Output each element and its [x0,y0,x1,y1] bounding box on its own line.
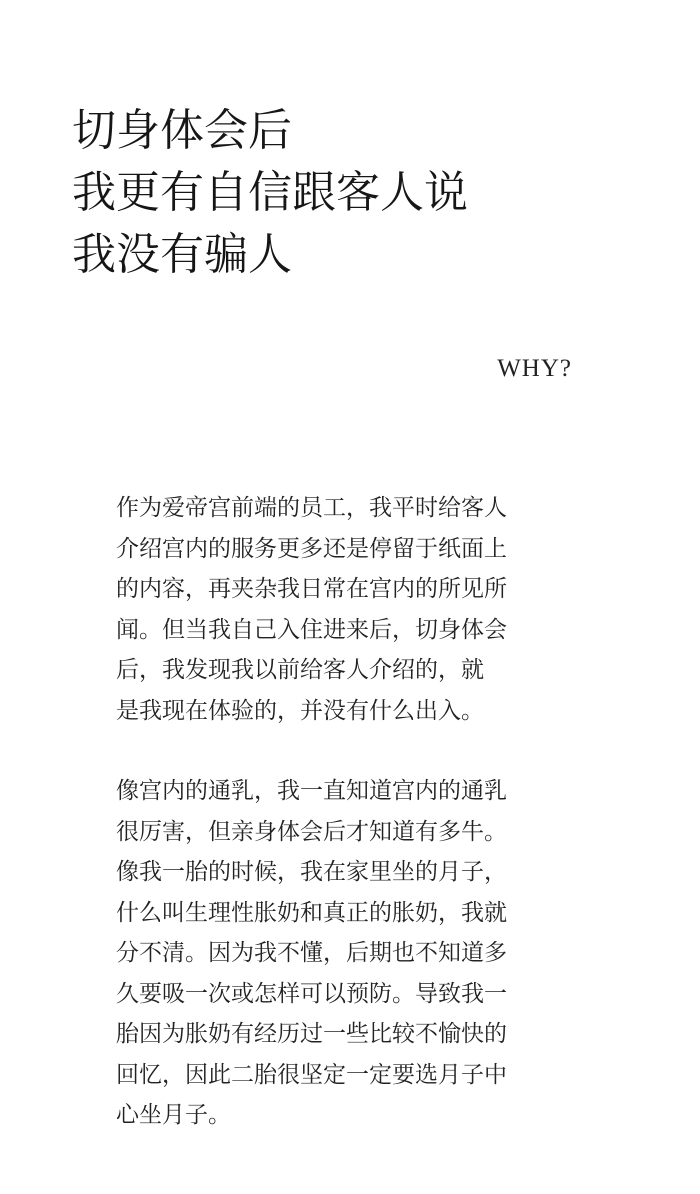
headline-line: 我没有骗人 [72,229,292,280]
paragraph-line: 很厉害，但亲身体会后才知道有多牛。 [116,818,507,845]
page-headline [72,100,468,286]
paragraph-line: 介绍宫内的服务更多还是停留于纸面上 [116,535,507,562]
paragraph-line: 作为爱帝宫前端的员工，我平时给客人 [116,495,507,521]
paragraph-line: 心坐月子。 [116,1102,231,1128]
paragraph-line: 什么叫生理性胀奶和真正的胀奶，我就 [116,899,507,926]
paragraph-line: 胎因为胀奶有经历过一些比较不愉快的 [116,1021,507,1047]
paragraph-line: 像我一胎的时候，我在家里坐的月子， [116,859,507,885]
paragraph-line: 的内容，再夹杂我日常在宫内的所见所 [116,576,507,602]
paragraph-line: 分不清。因为我不懂，后期也不知道多 [116,940,507,966]
paragraph-line: 后，我发现我以前给客人介绍的，就 [116,657,484,683]
headline-line: 切身体会后 [72,105,292,156]
paragraph-line: 久要吸一次或怎样可以预防。导致我一 [116,980,507,1007]
paragraph-line: 像宫内的通乳，我一直知道宫内的通乳 [116,778,507,804]
article-body [116,488,576,1136]
headline-line: 我更有自信跟客人说 [72,167,468,218]
paragraph-1 [116,488,576,731]
paragraph-line: 是我现在体验的，并没有什么出入。 [116,697,484,724]
paragraph-line: 回忆，因此二胎很坚定一定要选月子中 [116,1061,507,1088]
paragraph-2 [116,771,576,1136]
why-subheading: WHY? [497,355,572,382]
paragraph-line: 闻。但当我自己入住进来后，切身体会 [116,616,507,643]
